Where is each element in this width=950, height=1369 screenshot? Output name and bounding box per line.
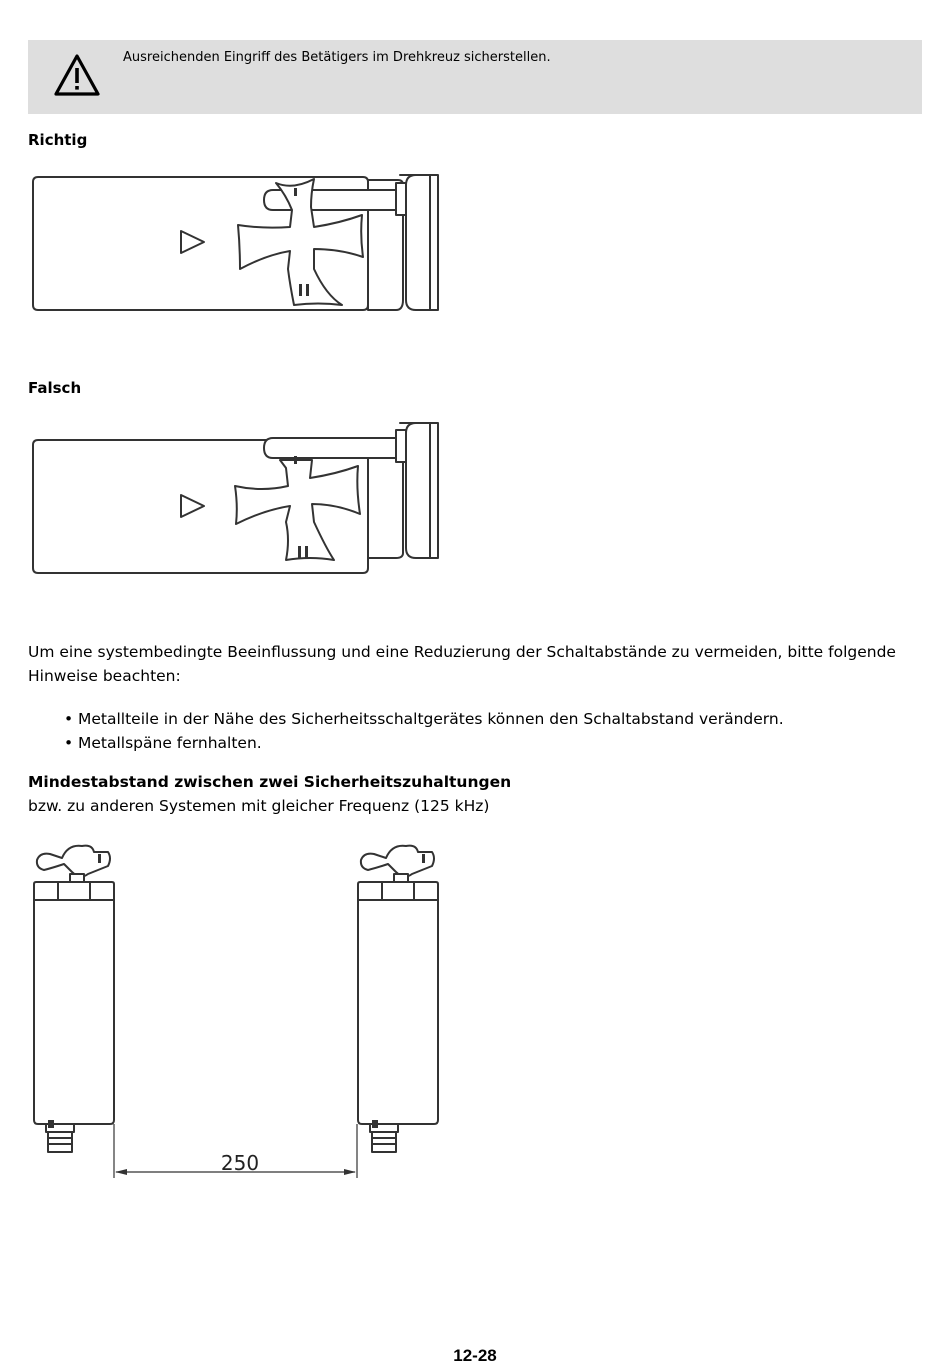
distance-section [28,770,511,818]
left-safety-device [34,846,114,1152]
section-subtext: bzw. zu anderen Systemen mit gleicher Frequenz (125 kHz) [28,797,490,815]
distance-label: 250 [220,1151,260,1175]
section-heading: Mindestabstand zwischen zwei Sicherheitszuhaltungen [28,773,512,791]
hint-list [58,707,784,755]
minimum-distance-figure [28,838,448,1183]
wrong-engagement-figure [28,418,443,578]
correct-label: Richtig [28,131,88,149]
page-number: 12-28 [453,1346,497,1365]
correct-engagement-figure [28,165,443,315]
warning-triangle-icon [53,53,101,97]
distance-dimension [114,1124,357,1178]
list-item: • Metallteile in der Nähe des Sicherheitsschaltgerätes können den Schaltabstand verändern. [64,710,784,728]
right-safety-device [358,846,438,1152]
list-item: • Metallspäne fernhalten. [64,734,262,752]
warning-box [28,40,922,114]
warning-text: Ausreichenden Eingriff des Betätigers im Drehkreuz sicherstellen. [123,50,551,65]
hint-paragraph: Um eine systembedingte Beeinflussung und eine Reduzierung der Schaltabstände zu vermeiden, bitte folgende Hinweise beachten: [28,643,896,685]
wrong-label: Falsch [28,379,82,397]
